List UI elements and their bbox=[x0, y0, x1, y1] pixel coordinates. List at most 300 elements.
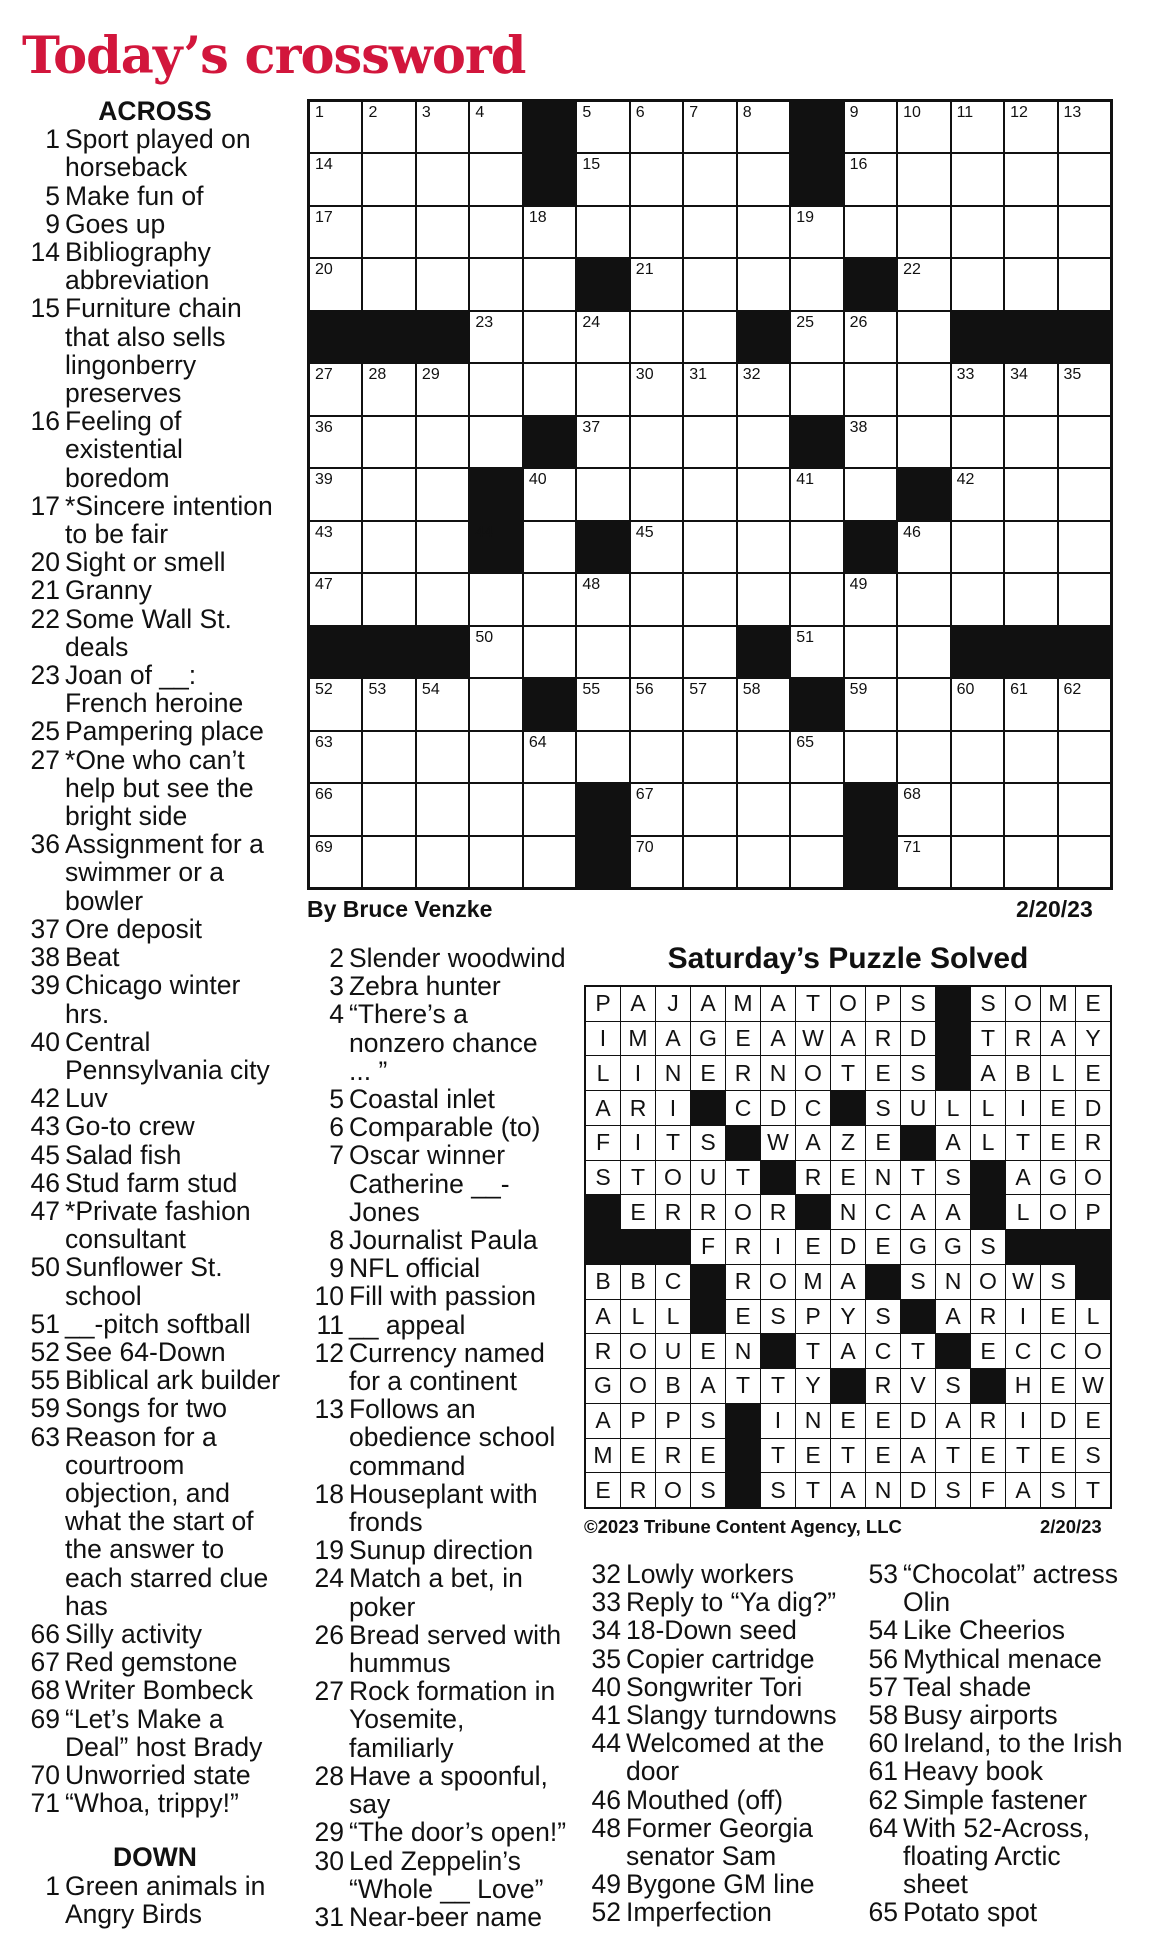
grid-cell[interactable] bbox=[524, 522, 575, 572]
clue-text: Assignment for a swimmer or a bowler bbox=[65, 829, 264, 916]
grid-cell[interactable] bbox=[631, 364, 682, 414]
clue-item[interactable] bbox=[307, 1254, 567, 1282]
grid-cell[interactable] bbox=[577, 574, 628, 624]
solution-letter: T bbox=[901, 1161, 935, 1195]
clue-text: Biblical ark builder bbox=[65, 1365, 281, 1396]
clue-item[interactable] bbox=[26, 1112, 284, 1140]
grid-cell[interactable] bbox=[1005, 837, 1056, 887]
grid-cell[interactable] bbox=[684, 312, 735, 362]
grid-cell[interactable] bbox=[738, 679, 789, 729]
grid-cell[interactable] bbox=[898, 784, 949, 834]
grid-cell[interactable] bbox=[738, 837, 789, 887]
clue-item[interactable] bbox=[307, 944, 567, 972]
grid-cell[interactable] bbox=[791, 784, 842, 834]
grid-cell[interactable] bbox=[684, 627, 735, 677]
clue-item[interactable] bbox=[26, 125, 284, 181]
clue-number: 29 bbox=[314, 1817, 344, 1848]
grid-cell[interactable] bbox=[363, 732, 414, 782]
clue-item[interactable] bbox=[26, 238, 284, 294]
grid-cell[interactable] bbox=[363, 364, 414, 414]
grid-cell[interactable] bbox=[470, 259, 521, 309]
grid-cell[interactable] bbox=[845, 207, 896, 257]
grid-cell[interactable] bbox=[684, 837, 735, 887]
grid-cell[interactable] bbox=[952, 154, 1003, 204]
grid-cell[interactable] bbox=[1059, 837, 1110, 887]
grid-cell[interactable] bbox=[310, 154, 361, 204]
clue-item[interactable] bbox=[584, 1814, 846, 1870]
grid-cell[interactable] bbox=[577, 417, 628, 467]
grid-cell[interactable] bbox=[470, 364, 521, 414]
clue-item[interactable] bbox=[861, 1786, 1123, 1814]
grid-cell[interactable] bbox=[738, 364, 789, 414]
grid-cell[interactable] bbox=[952, 259, 1003, 309]
grid-cell[interactable] bbox=[577, 207, 628, 257]
grid-cell[interactable] bbox=[1059, 102, 1110, 152]
clue-item[interactable] bbox=[584, 1560, 846, 1588]
grid-cell[interactable] bbox=[684, 417, 735, 467]
grid-cell[interactable] bbox=[952, 679, 1003, 729]
grid-cell[interactable] bbox=[952, 522, 1003, 572]
grid-cell[interactable] bbox=[363, 784, 414, 834]
clue-item[interactable] bbox=[26, 1394, 284, 1422]
grid-cell[interactable] bbox=[363, 679, 414, 729]
clue-text: Zebra hunter bbox=[349, 971, 501, 1002]
solution-block bbox=[761, 1161, 795, 1195]
grid-cell[interactable] bbox=[631, 679, 682, 729]
grid-cell[interactable] bbox=[684, 154, 735, 204]
grid-cell[interactable] bbox=[1005, 417, 1056, 467]
grid-cell[interactable] bbox=[310, 732, 361, 782]
clue-item[interactable] bbox=[307, 1903, 567, 1931]
grid-cell[interactable] bbox=[524, 312, 575, 362]
clue-number: 56 bbox=[868, 1643, 898, 1674]
grid-cell[interactable] bbox=[524, 364, 575, 414]
grid-cell[interactable] bbox=[577, 627, 628, 677]
block-cell bbox=[524, 154, 575, 204]
clue-item[interactable] bbox=[307, 1536, 567, 1564]
clue-item[interactable] bbox=[584, 1898, 846, 1926]
grid-cell[interactable] bbox=[470, 312, 521, 362]
grid-cell[interactable] bbox=[738, 259, 789, 309]
clue-item[interactable] bbox=[26, 1648, 284, 1676]
solution-letter: E bbox=[866, 1230, 900, 1264]
grid-cell[interactable] bbox=[791, 312, 842, 362]
grid-cell[interactable] bbox=[845, 154, 896, 204]
grid-cell[interactable] bbox=[577, 732, 628, 782]
grid-cell[interactable] bbox=[1059, 784, 1110, 834]
grid-cell[interactable] bbox=[310, 679, 361, 729]
clue-item[interactable] bbox=[584, 1786, 846, 1814]
grid-cell[interactable] bbox=[791, 574, 842, 624]
clue-item[interactable] bbox=[307, 1395, 567, 1480]
grid-cell[interactable] bbox=[363, 207, 414, 257]
grid-cell[interactable] bbox=[310, 469, 361, 519]
clue-item[interactable] bbox=[307, 1000, 567, 1085]
grid-cell[interactable] bbox=[417, 207, 468, 257]
grid-cell[interactable] bbox=[1005, 102, 1056, 152]
grid-cell[interactable] bbox=[417, 522, 468, 572]
grid-cell[interactable] bbox=[791, 364, 842, 414]
clue-item[interactable] bbox=[26, 830, 284, 915]
cell-number: 11 bbox=[956, 104, 974, 121]
clue-item[interactable] bbox=[861, 1673, 1123, 1701]
clue-item[interactable] bbox=[26, 1084, 284, 1112]
clue-item[interactable] bbox=[26, 1423, 284, 1620]
clue-item[interactable] bbox=[26, 576, 284, 604]
grid-cell[interactable] bbox=[631, 102, 682, 152]
clue-item[interactable] bbox=[26, 492, 284, 548]
clue-item[interactable] bbox=[26, 717, 284, 745]
grid-cell[interactable] bbox=[631, 837, 682, 887]
cell-number: 65 bbox=[796, 733, 814, 751]
clue-item[interactable] bbox=[26, 407, 284, 492]
grid-cell[interactable] bbox=[738, 522, 789, 572]
grid-cell[interactable] bbox=[684, 102, 735, 152]
grid-cell[interactable] bbox=[1059, 259, 1110, 309]
grid-cell[interactable] bbox=[310, 417, 361, 467]
cell-number: 25 bbox=[796, 313, 814, 331]
grid-cell[interactable] bbox=[310, 522, 361, 572]
grid-cell[interactable] bbox=[898, 574, 949, 624]
grid-cell[interactable] bbox=[310, 837, 361, 887]
grid-cell[interactable] bbox=[952, 417, 1003, 467]
grid-cell[interactable] bbox=[524, 574, 575, 624]
grid-cell[interactable] bbox=[952, 469, 1003, 519]
clue-item[interactable] bbox=[26, 1310, 284, 1338]
grid-cell[interactable] bbox=[845, 679, 896, 729]
grid-cell[interactable] bbox=[310, 574, 361, 624]
cell-number: 53 bbox=[368, 681, 387, 699]
grid-cell[interactable] bbox=[684, 364, 735, 414]
clue-item[interactable] bbox=[26, 1620, 284, 1648]
clue-item[interactable] bbox=[584, 1616, 846, 1644]
grid-cell[interactable] bbox=[952, 574, 1003, 624]
clue-item[interactable] bbox=[26, 943, 284, 971]
clue-item[interactable] bbox=[861, 1729, 1123, 1757]
clue-item[interactable] bbox=[26, 1028, 284, 1084]
grid-cell[interactable] bbox=[524, 732, 575, 782]
clue-item[interactable] bbox=[307, 1085, 567, 1113]
grid-cell[interactable] bbox=[898, 417, 949, 467]
grid-cell[interactable] bbox=[898, 522, 949, 572]
grid-cell[interactable] bbox=[1005, 207, 1056, 257]
grid-cell[interactable] bbox=[898, 837, 949, 887]
clue-item[interactable] bbox=[307, 1339, 567, 1395]
grid-cell[interactable] bbox=[952, 837, 1003, 887]
clue-item[interactable] bbox=[26, 294, 284, 407]
grid-cell[interactable] bbox=[738, 207, 789, 257]
grid-cell[interactable] bbox=[470, 102, 521, 152]
grid-cell[interactable] bbox=[684, 469, 735, 519]
grid-cell[interactable] bbox=[631, 469, 682, 519]
solution-letter: U bbox=[691, 1161, 725, 1195]
clue-text: Coastal inlet bbox=[349, 1084, 495, 1115]
clue-item[interactable] bbox=[26, 182, 284, 210]
grid-cell[interactable] bbox=[738, 574, 789, 624]
grid-cell[interactable] bbox=[845, 312, 896, 362]
grid-cell[interactable] bbox=[738, 469, 789, 519]
grid-cell[interactable] bbox=[1059, 417, 1110, 467]
grid-cell[interactable] bbox=[470, 627, 521, 677]
grid-cell[interactable] bbox=[898, 154, 949, 204]
grid-cell[interactable] bbox=[952, 102, 1003, 152]
grid-cell[interactable] bbox=[470, 784, 521, 834]
grid-cell[interactable] bbox=[684, 259, 735, 309]
grid-cell[interactable] bbox=[310, 207, 361, 257]
grid-cell[interactable] bbox=[310, 102, 361, 152]
grid-cell[interactable] bbox=[417, 784, 468, 834]
clue-item[interactable] bbox=[861, 1757, 1123, 1785]
grid-cell[interactable] bbox=[363, 837, 414, 887]
grid-cell[interactable] bbox=[631, 522, 682, 572]
solution-letter: E bbox=[866, 1056, 900, 1090]
clue-item[interactable] bbox=[26, 971, 284, 1027]
grid-cell[interactable] bbox=[684, 574, 735, 624]
grid-cell[interactable] bbox=[363, 522, 414, 572]
clue-item[interactable] bbox=[26, 1761, 284, 1789]
clue-item[interactable] bbox=[307, 1621, 567, 1677]
clue-item[interactable] bbox=[26, 1872, 284, 1928]
clue-item[interactable] bbox=[26, 661, 284, 717]
grid-cell[interactable] bbox=[631, 732, 682, 782]
solution-letter: S bbox=[901, 1056, 935, 1090]
solution-letter: E bbox=[971, 1334, 1005, 1368]
grid-cell[interactable] bbox=[631, 207, 682, 257]
solution-letter: O bbox=[761, 1265, 795, 1299]
grid-cell[interactable] bbox=[524, 837, 575, 887]
solution-letter: S bbox=[901, 1265, 935, 1299]
clue-item[interactable] bbox=[307, 1762, 567, 1818]
grid-cell[interactable] bbox=[791, 469, 842, 519]
grid-cell[interactable] bbox=[417, 679, 468, 729]
grid-cell[interactable] bbox=[631, 312, 682, 362]
grid-cell[interactable] bbox=[524, 784, 575, 834]
clue-item[interactable] bbox=[307, 1113, 567, 1141]
grid-cell[interactable] bbox=[577, 102, 628, 152]
clue-item[interactable] bbox=[26, 1197, 284, 1253]
grid-cell[interactable] bbox=[417, 154, 468, 204]
clue-item[interactable] bbox=[26, 605, 284, 661]
grid-cell[interactable] bbox=[738, 732, 789, 782]
clue-item[interactable] bbox=[26, 1676, 284, 1704]
grid-cell[interactable] bbox=[738, 154, 789, 204]
clue-item[interactable] bbox=[861, 1560, 1123, 1616]
grid-cell[interactable] bbox=[363, 417, 414, 467]
grid-cell[interactable] bbox=[952, 784, 1003, 834]
clue-item[interactable] bbox=[584, 1588, 846, 1616]
grid-cell[interactable] bbox=[898, 627, 949, 677]
grid-cell[interactable] bbox=[684, 732, 735, 782]
grid-cell[interactable] bbox=[310, 364, 361, 414]
grid-cell[interactable] bbox=[470, 154, 521, 204]
grid-cell[interactable] bbox=[684, 784, 735, 834]
grid-cell[interactable] bbox=[1059, 154, 1110, 204]
grid-cell[interactable] bbox=[1059, 679, 1110, 729]
grid-cell[interactable] bbox=[738, 784, 789, 834]
grid-cell[interactable] bbox=[470, 679, 521, 729]
crossword-grid[interactable] bbox=[307, 99, 1113, 890]
solution-letter: L bbox=[621, 1300, 655, 1334]
clue-item[interactable] bbox=[584, 1673, 846, 1701]
grid-cell[interactable] bbox=[577, 312, 628, 362]
grid-cell[interactable] bbox=[1059, 207, 1110, 257]
grid-cell[interactable] bbox=[417, 102, 468, 152]
grid-cell[interactable] bbox=[363, 102, 414, 152]
grid-cell[interactable] bbox=[1005, 784, 1056, 834]
grid-cell[interactable] bbox=[952, 732, 1003, 782]
clue-item[interactable] bbox=[26, 1141, 284, 1169]
clue-item[interactable] bbox=[26, 1253, 284, 1309]
clue-item[interactable] bbox=[861, 1814, 1123, 1899]
grid-cell[interactable] bbox=[791, 837, 842, 887]
clue-text: Make fun of bbox=[65, 180, 204, 211]
grid-cell[interactable] bbox=[577, 469, 628, 519]
grid-cell[interactable] bbox=[470, 837, 521, 887]
grid-cell[interactable] bbox=[631, 627, 682, 677]
grid-cell[interactable] bbox=[738, 417, 789, 467]
grid-cell[interactable] bbox=[898, 732, 949, 782]
grid-cell[interactable] bbox=[631, 784, 682, 834]
grid-cell[interactable] bbox=[1059, 522, 1110, 572]
grid-cell[interactable] bbox=[898, 102, 949, 152]
clue-item[interactable] bbox=[861, 1645, 1123, 1673]
grid-cell[interactable] bbox=[845, 732, 896, 782]
grid-cell[interactable] bbox=[417, 364, 468, 414]
grid-cell[interactable] bbox=[738, 102, 789, 152]
grid-cell[interactable] bbox=[417, 732, 468, 782]
grid-cell[interactable] bbox=[898, 364, 949, 414]
grid-cell[interactable] bbox=[845, 627, 896, 677]
clue-item[interactable] bbox=[307, 1818, 567, 1846]
grid-cell[interactable] bbox=[791, 627, 842, 677]
grid-cell[interactable] bbox=[1005, 469, 1056, 519]
clue-item[interactable] bbox=[26, 1366, 284, 1394]
grid-cell[interactable] bbox=[684, 679, 735, 729]
grid-cell[interactable] bbox=[1005, 364, 1056, 414]
grid-cell[interactable] bbox=[898, 259, 949, 309]
clue-item[interactable] bbox=[26, 548, 284, 576]
grid-cell[interactable] bbox=[524, 207, 575, 257]
clue-item[interactable] bbox=[584, 1870, 846, 1898]
grid-cell[interactable] bbox=[845, 102, 896, 152]
clue-item[interactable] bbox=[307, 1311, 567, 1339]
clue-item[interactable] bbox=[26, 1705, 284, 1761]
clue-item[interactable] bbox=[26, 1338, 284, 1366]
clue-item[interactable] bbox=[861, 1701, 1123, 1729]
block-cell bbox=[470, 522, 521, 572]
clue-item[interactable] bbox=[861, 1898, 1123, 1926]
grid-cell[interactable] bbox=[631, 574, 682, 624]
grid-cell[interactable] bbox=[845, 469, 896, 519]
grid-cell[interactable] bbox=[524, 627, 575, 677]
grid-cell[interactable] bbox=[631, 417, 682, 467]
grid-cell[interactable] bbox=[898, 312, 949, 362]
grid-cell[interactable] bbox=[363, 259, 414, 309]
clue-item[interactable] bbox=[307, 1480, 567, 1536]
clue-item[interactable] bbox=[307, 1226, 567, 1254]
grid-cell[interactable] bbox=[470, 732, 521, 782]
grid-cell[interactable] bbox=[1059, 574, 1110, 624]
grid-cell[interactable] bbox=[363, 154, 414, 204]
grid-cell[interactable] bbox=[470, 207, 521, 257]
grid-cell[interactable] bbox=[1005, 732, 1056, 782]
grid-cell[interactable] bbox=[417, 469, 468, 519]
grid-cell[interactable] bbox=[1005, 679, 1056, 729]
clue-item[interactable] bbox=[26, 1789, 284, 1817]
grid-cell[interactable] bbox=[791, 732, 842, 782]
grid-cell[interactable] bbox=[1059, 364, 1110, 414]
grid-cell[interactable] bbox=[470, 574, 521, 624]
grid-cell[interactable] bbox=[631, 154, 682, 204]
grid-cell[interactable] bbox=[1005, 154, 1056, 204]
grid-cell[interactable] bbox=[1005, 522, 1056, 572]
grid-cell[interactable] bbox=[577, 364, 628, 414]
grid-cell[interactable] bbox=[417, 574, 468, 624]
grid-cell[interactable] bbox=[310, 259, 361, 309]
clue-item[interactable] bbox=[584, 1701, 846, 1729]
clue-item[interactable] bbox=[307, 972, 567, 1000]
solution-letter: R bbox=[866, 1022, 900, 1056]
clue-text: Some Wall St. deals bbox=[65, 603, 232, 662]
grid-cell[interactable] bbox=[417, 259, 468, 309]
grid-cell[interactable] bbox=[684, 207, 735, 257]
grid-cell[interactable] bbox=[417, 837, 468, 887]
grid-cell[interactable] bbox=[631, 259, 682, 309]
grid-cell[interactable] bbox=[470, 417, 521, 467]
grid-cell[interactable] bbox=[791, 522, 842, 572]
clue-item[interactable] bbox=[26, 746, 284, 831]
clue-item[interactable] bbox=[26, 210, 284, 238]
grid-cell[interactable] bbox=[577, 154, 628, 204]
clue-item[interactable] bbox=[307, 1564, 567, 1620]
grid-cell[interactable] bbox=[791, 207, 842, 257]
solution-letter: M bbox=[796, 1265, 830, 1299]
clue-number: 22 bbox=[30, 603, 60, 634]
grid-cell[interactable] bbox=[310, 784, 361, 834]
grid-cell[interactable] bbox=[1005, 259, 1056, 309]
grid-cell[interactable] bbox=[1059, 469, 1110, 519]
grid-cell[interactable] bbox=[791, 259, 842, 309]
clue-item[interactable] bbox=[26, 915, 284, 943]
grid-cell[interactable] bbox=[684, 522, 735, 572]
grid-cell[interactable] bbox=[417, 417, 468, 467]
grid-cell[interactable] bbox=[845, 574, 896, 624]
grid-cell[interactable] bbox=[1005, 574, 1056, 624]
grid-cell[interactable] bbox=[898, 207, 949, 257]
clue-item[interactable] bbox=[307, 1141, 567, 1226]
grid-cell[interactable] bbox=[1059, 732, 1110, 782]
clue-item[interactable] bbox=[584, 1729, 846, 1785]
clue-item[interactable] bbox=[307, 1282, 567, 1310]
clue-item[interactable] bbox=[861, 1616, 1123, 1644]
grid-cell[interactable] bbox=[524, 259, 575, 309]
grid-cell[interactable] bbox=[952, 207, 1003, 257]
clue-item[interactable] bbox=[307, 1847, 567, 1903]
clue-item[interactable] bbox=[307, 1677, 567, 1762]
grid-cell[interactable] bbox=[363, 574, 414, 624]
clue-item[interactable] bbox=[584, 1645, 846, 1673]
grid-cell[interactable] bbox=[577, 679, 628, 729]
grid-cell[interactable] bbox=[363, 469, 414, 519]
grid-cell[interactable] bbox=[898, 679, 949, 729]
solution-letter: S bbox=[691, 1126, 725, 1160]
grid-cell[interactable] bbox=[845, 417, 896, 467]
grid-cell[interactable] bbox=[952, 364, 1003, 414]
clue-item[interactable] bbox=[26, 1169, 284, 1197]
grid-cell[interactable] bbox=[524, 469, 575, 519]
grid-cell[interactable] bbox=[845, 364, 896, 414]
solution-letter: E bbox=[1076, 987, 1110, 1021]
